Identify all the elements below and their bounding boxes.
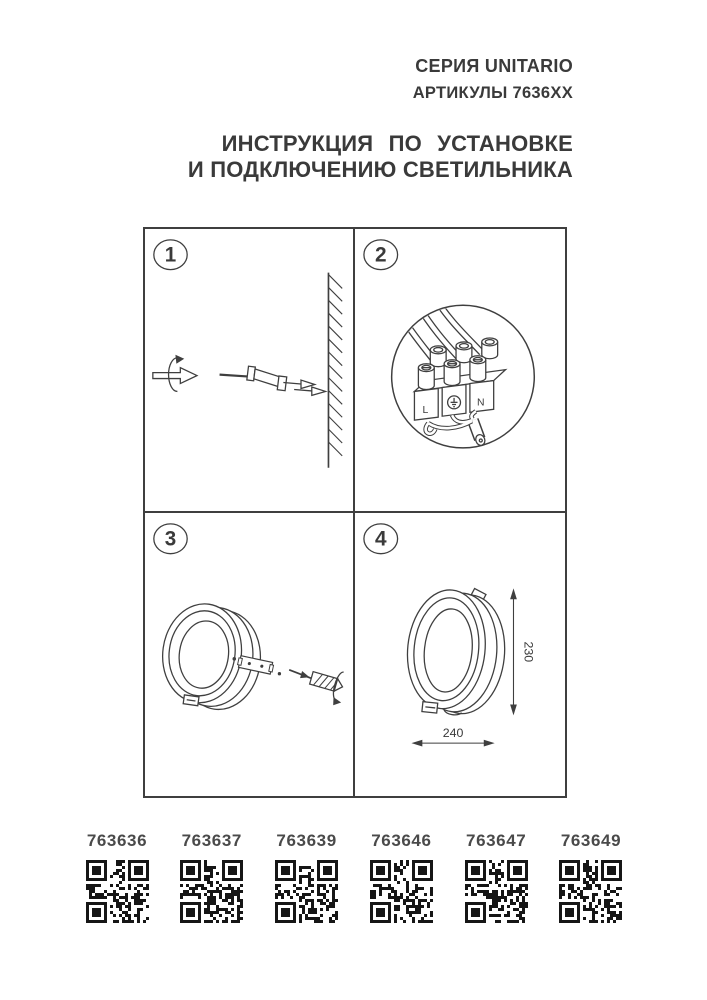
qr-code: [275, 860, 338, 923]
step-4-number: 4: [374, 528, 387, 552]
article-code: 763636: [86, 831, 148, 850]
terminal-L-label: L: [422, 405, 429, 417]
rotation-arrow: [153, 355, 197, 392]
step-4-panel: [355, 513, 565, 796]
terminal-N-label: N: [477, 397, 485, 409]
document-title: [188, 131, 573, 183]
step-3-drawing: [145, 513, 353, 796]
article-code: 763646: [371, 831, 432, 850]
article-code: 763647: [466, 831, 527, 850]
step-2-number: 2: [374, 243, 387, 267]
step-2-panel: [355, 229, 565, 513]
step-1-drawing: [145, 229, 353, 511]
qr-code: [180, 860, 243, 923]
qr-code: [559, 860, 622, 923]
qr-code: [370, 860, 433, 923]
document-title-line1: ИНСТРУКЦИЯ ПО УСТАНОВКЕ: [221, 131, 573, 156]
document-title-line2: И ПОДКЛЮЧЕНИЮ СВЕТИЛЬНИКА: [187, 157, 573, 182]
step-4-drawing: [355, 513, 565, 796]
width-dimension-label: 240: [442, 726, 464, 741]
step-1-panel: [145, 229, 355, 513]
instruction-steps-grid: [143, 227, 567, 798]
qr-code: [465, 860, 528, 923]
step-1-number: 1: [164, 243, 177, 267]
article-item: [166, 831, 258, 928]
step-3-panel: [145, 513, 355, 796]
article-code: 763639: [276, 831, 337, 850]
width-dimension: [411, 740, 494, 747]
ring-luminaire: [156, 599, 267, 715]
article-item: [355, 831, 447, 928]
terminal-screws-back: [430, 338, 497, 367]
height-dimension-label: 230: [521, 641, 536, 663]
anchor-assembly: [220, 366, 326, 395]
articles-series: АРТИКУЛЫ 7636XX: [412, 84, 573, 102]
article-code: 763649: [560, 831, 622, 850]
step-3-number: 3: [164, 527, 177, 552]
wall-section: [328, 273, 342, 468]
article-item: [71, 831, 163, 928]
ring-luminaire-dimensioned: [401, 582, 511, 719]
height-dimension: [510, 589, 517, 716]
series-name: СЕРИЯ UNITARIO: [415, 56, 573, 76]
step-2-drawing: [355, 229, 565, 511]
article-qr-row: [71, 831, 637, 928]
brand-block: [413, 56, 573, 103]
article-code: 763637: [181, 831, 242, 850]
article-item: [261, 831, 353, 928]
screw-anchor: [283, 658, 349, 708]
qr-code: [86, 860, 149, 923]
article-item: [545, 831, 637, 928]
article-item: [450, 831, 542, 928]
